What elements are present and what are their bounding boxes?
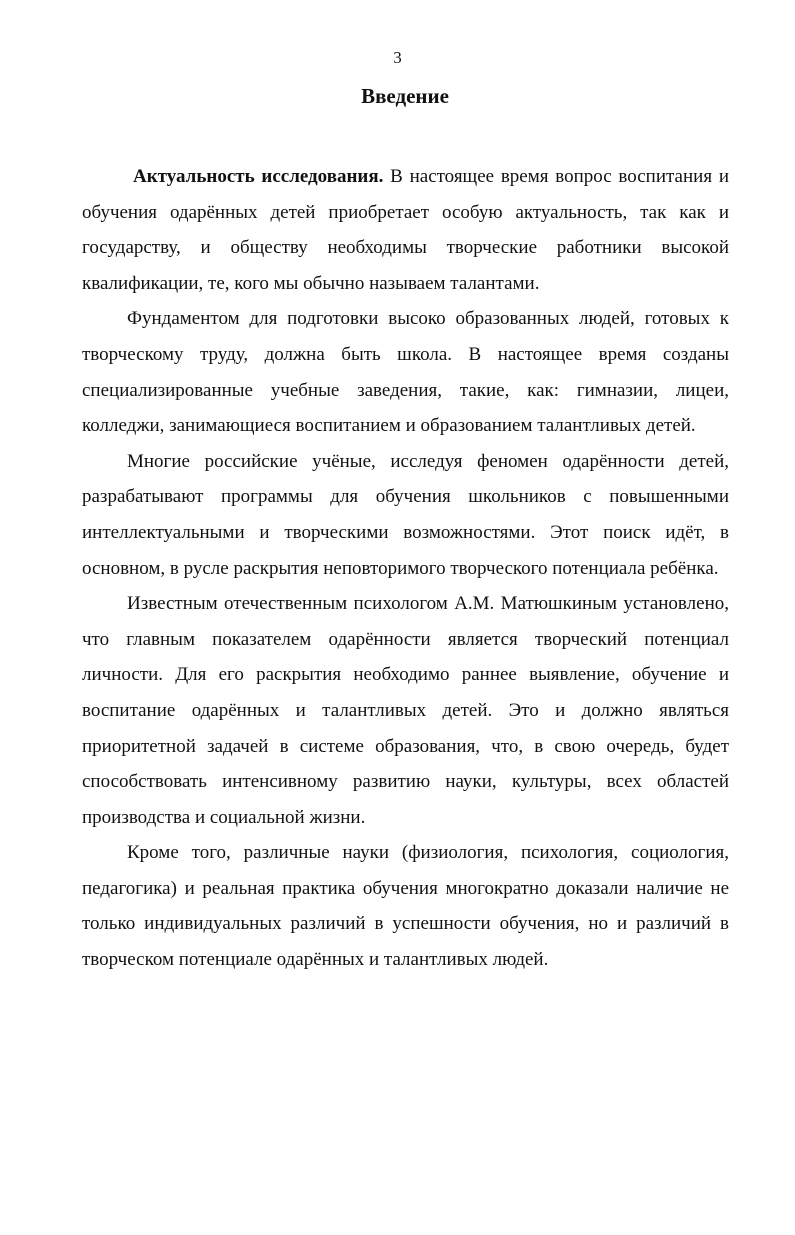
- paragraph-text: Многие российские учёные, исследуя феномен одарённости детей, разрабатывают программы для обучения школьников с повышенными интеллектуальными и творческими возможностями. Этот поиск идёт, в основном, в русле раскрытия неповторимого творческого потенциала ребёнка.: [82, 450, 729, 579]
- page-title: Введение: [361, 84, 449, 108]
- paragraph-text: Кроме того, различные науки (физиология, психология, социология, педагогика) и реальная практика обучения многократно доказали наличие не только индивидуальных различий в успешности обучения, но и различий в творческом потенциале одарённых и талантливых людей.: [82, 842, 729, 971]
- paragraph-lead: Актуальность исследования.: [133, 166, 384, 187]
- document-body: [82, 159, 729, 978]
- paragraph-sciences: [82, 835, 729, 977]
- page-number: 3: [393, 48, 402, 67]
- paragraph-matyushkin: [82, 586, 729, 835]
- paragraph-text: Фундаментом для подготовки высоко образованных людей, готовых к творческому труду, должна быть школа. В настоящее время созданы специализированные учебные заведения, такие, как: гимназии, лицеи, колледжи, занимающиеся воспитанием и образованием талантливых детей.: [82, 308, 729, 437]
- paragraph-scientists: [82, 444, 729, 586]
- paragraph-relevance: [82, 159, 729, 301]
- paragraph-text: В настоящее время вопрос воспитания и обучения одарённых детей приобретает особую актуальность, так как и государству, и обществу необходимы творческие работники высокой квалификации, те, кого мы обычно называем талантами.: [82, 166, 729, 294]
- paragraph-foundation: [82, 301, 729, 443]
- paragraph-text: Известным отечественным психологом А.М. Матюшкиным установлено, что главным показателем одарённости является творческий потенциал личности. Для его раскрытия необходимо раннее выявление, обучение и воспитание одарённых и талантливых детей. Это и должно являться приоритетной задачей в системе образования, что, в свою очередь, будет способствовать интенсивному развитию науки, культуры, всех областей производства и социальной жизни.: [82, 593, 729, 828]
